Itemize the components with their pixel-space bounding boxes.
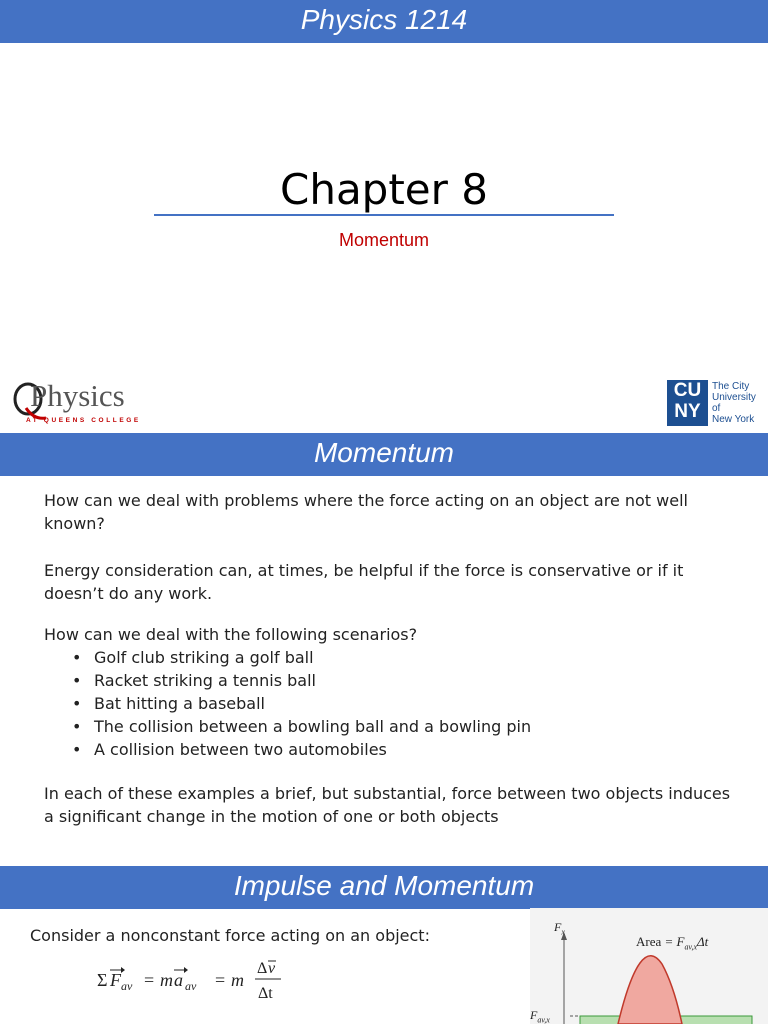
svg-text:m: m [231, 970, 244, 990]
svg-text:=: = [215, 970, 226, 990]
svg-text:m: m [160, 970, 173, 990]
physics-wordmark: Physics [30, 378, 125, 413]
svg-text:F: F [110, 970, 121, 990]
force-curve-figure [530, 908, 768, 1024]
slide3-header: Impulse and Momentum [0, 866, 768, 909]
svg-text:av: av [185, 979, 197, 993]
cuny-mark-top: CU [673, 380, 702, 401]
paragraph: How can we deal with the following scenarios? [44, 625, 418, 644]
slide1-header: Physics 1214 [0, 0, 768, 43]
chapter-subtitle: Momentum [338, 230, 430, 250]
slide2-header: Momentum [0, 433, 768, 476]
cuny-text-line: University [712, 392, 756, 403]
chapter-title: Chapter 8 [280, 165, 488, 214]
title-underline [154, 214, 614, 216]
area-dt: Δt [697, 934, 709, 949]
y-axis-symbol: F [554, 920, 562, 934]
list-item: • A collision between two automobiles [72, 738, 531, 761]
newton-second-law-equation [97, 955, 297, 1005]
scenario-list [72, 646, 531, 761]
cuny-text-line: New York [712, 414, 755, 425]
cuny-mark [667, 380, 708, 426]
svg-text:a: a [174, 970, 183, 990]
y-axis-label [554, 920, 565, 936]
force-time-graph [530, 908, 768, 1024]
paragraph: How can we deal with problems where the force acting on an object are not well known? [44, 491, 688, 533]
queens-college-tagline: AT QUEENS COLLEGE [26, 417, 141, 424]
svg-text:Δt: Δt [258, 985, 273, 1002]
area-label [636, 934, 708, 952]
avg-force-symbol: F [530, 1008, 538, 1022]
paragraph: In each of these examples a brief, but substantial, force between two objects induces a significant change in the motion of one or both objects [44, 784, 731, 826]
paragraph: Energy consideration can, at times, be helpful if the force is conservative or if it doesn’t do any work. [44, 561, 684, 603]
list-item: • The collision between a bowling ball and a bowling pin [72, 715, 531, 738]
svg-text:av: av [121, 979, 133, 993]
list-item: • Bat hitting a baseball [72, 692, 531, 715]
cuny-text-line: The City [712, 381, 750, 392]
area-subscript: av,x [684, 942, 697, 952]
svg-text:Δ: Δ [257, 960, 268, 977]
list-item: • Racket striking a tennis ball [72, 669, 531, 692]
svg-text:v: v [268, 960, 276, 977]
cuny-logo [667, 380, 762, 426]
average-force-label [530, 1008, 550, 1024]
area-eq: = F [664, 934, 685, 949]
qc-physics-logo [12, 378, 152, 426]
intro-text: Consider a nonconstant force acting on an object: [30, 926, 430, 945]
list-item: • Golf club striking a golf ball [72, 646, 531, 669]
cuny-text [712, 381, 756, 425]
svg-text:=: = [144, 970, 155, 990]
avg-force-subscript: av,x [537, 1015, 550, 1025]
y-axis-subscript: x [561, 927, 565, 937]
area-word: Area [636, 934, 662, 949]
cuny-mark-bottom: NY [674, 401, 701, 422]
cuny-text-line: of [712, 403, 721, 414]
svg-text:Σ: Σ [97, 970, 108, 990]
